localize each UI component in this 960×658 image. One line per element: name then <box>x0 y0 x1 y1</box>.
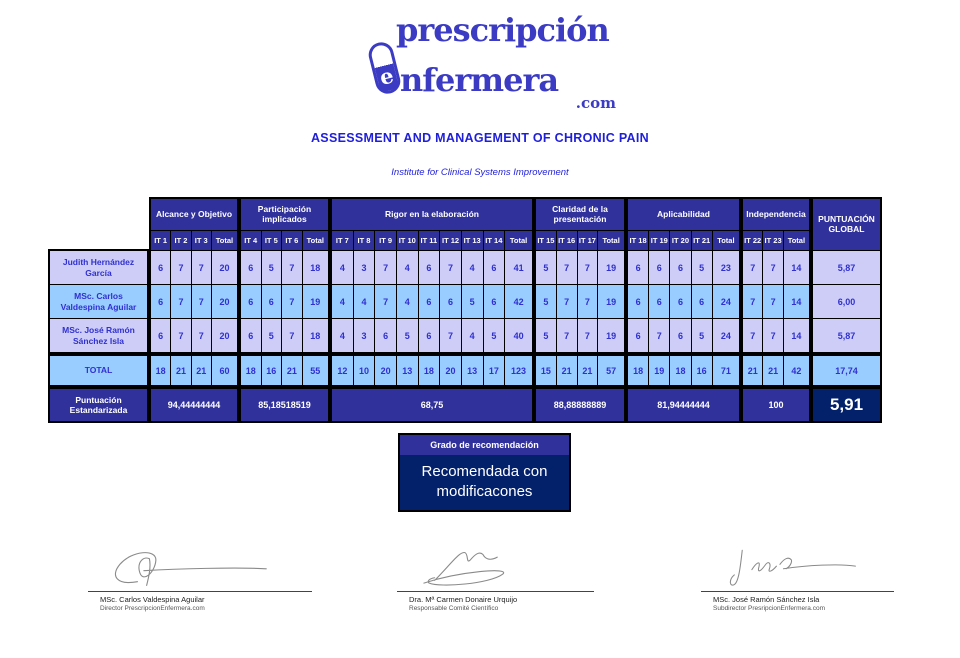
global-total-cell: 17,74 <box>813 356 880 385</box>
score-cell: 7 <box>557 251 577 284</box>
row-separator <box>813 353 880 355</box>
total-cell: 21 <box>578 356 598 385</box>
score-cell: 7 <box>192 251 211 284</box>
column-header: IT 13 <box>462 231 483 250</box>
evaluator-name: MSc. José Ramón Sánchez Isla <box>50 319 147 352</box>
score-cell: 6 <box>628 319 648 352</box>
standardized-cell: 85,18518519 <box>241 389 328 421</box>
score-cell: 6 <box>241 251 261 284</box>
column-header: Total <box>303 231 328 250</box>
row-separator <box>628 353 739 355</box>
total-cell: 20 <box>440 356 461 385</box>
score-section-6 <box>741 197 811 423</box>
score-cell: 5 <box>462 285 483 318</box>
row-separator <box>241 386 328 388</box>
column-header: IT 22 <box>743 231 762 250</box>
score-cell: 7 <box>282 285 302 318</box>
signature-block-1 <box>88 544 312 613</box>
standardized-row-label: Puntuación Estandarizada <box>50 389 147 421</box>
total-cell: 18 <box>628 356 648 385</box>
logo-word-enfermera: nfermera <box>400 61 559 99</box>
column-header: IT 21 <box>692 231 712 250</box>
score-cell: 6 <box>484 285 505 318</box>
score-cell: 5 <box>692 251 712 284</box>
score-cell: 19 <box>598 285 624 318</box>
total-cell: 18 <box>419 356 440 385</box>
score-cell: 3 <box>354 251 375 284</box>
score-cell: 6 <box>419 319 440 352</box>
score-cell: 7 <box>763 285 782 318</box>
score-cell: 7 <box>192 285 211 318</box>
score-cell: 42 <box>505 285 532 318</box>
column-header: IT 19 <box>649 231 669 250</box>
total-cell: 18 <box>151 356 170 385</box>
score-cell: 7 <box>578 251 598 284</box>
score-cell: 7 <box>743 285 762 318</box>
score-cell: 3 <box>354 319 375 352</box>
score-cell: 20 <box>212 251 237 284</box>
standardized-cell: 88,88888889 <box>536 389 624 421</box>
score-cell: 5 <box>536 251 556 284</box>
score-section-5 <box>626 197 741 423</box>
column-header: IT 15 <box>536 231 556 250</box>
score-cell: 24 <box>713 319 739 352</box>
signatory-name: MSc. José Ramón Sánchez Isla <box>713 595 820 604</box>
row-separator <box>743 386 809 388</box>
score-cell: 14 <box>784 251 809 284</box>
score-cell: 6 <box>649 251 669 284</box>
score-cell: 5 <box>484 319 505 352</box>
total-cell: 21 <box>171 356 190 385</box>
signature-block-3 <box>701 544 894 613</box>
score-cell: 4 <box>462 319 483 352</box>
column-header: Total <box>212 231 237 250</box>
evaluator-name-column <box>48 249 149 423</box>
column-header: IT 18 <box>628 231 648 250</box>
signatory-role: Responsable Comité Científico <box>409 604 499 612</box>
row-separator <box>151 386 237 388</box>
signatory-name: Dra. Mª Carmen Donaire Urquijo <box>409 595 518 604</box>
signature-stroke-icon <box>701 544 894 590</box>
score-cell: 19 <box>598 319 624 352</box>
column-header: Total <box>505 231 532 250</box>
score-section-4 <box>534 197 626 423</box>
column-header: Total <box>598 231 624 250</box>
score-cell: 5 <box>262 319 282 352</box>
score-cell: 4 <box>397 251 418 284</box>
score-cell: 7 <box>557 319 577 352</box>
document-subtitle: Institute for Clinical Systems Improvement <box>391 167 569 178</box>
score-cell: 6 <box>241 319 261 352</box>
recommendation-value: Recomendada con modificacones <box>400 455 569 510</box>
total-cell: 17 <box>484 356 505 385</box>
column-header: IT 4 <box>241 231 261 250</box>
score-cell: 7 <box>440 319 461 352</box>
score-cell: 6 <box>151 319 170 352</box>
score-cell: 4 <box>332 319 353 352</box>
score-cell: 6 <box>670 251 690 284</box>
score-cell: 6 <box>649 285 669 318</box>
global-score-column <box>811 197 882 423</box>
section-header: Participación implicados <box>241 199 328 230</box>
column-header: IT 5 <box>262 231 282 250</box>
total-cell: 15 <box>536 356 556 385</box>
total-cell: 10 <box>354 356 375 385</box>
score-cell: 20 <box>212 319 237 352</box>
total-cell: 16 <box>692 356 712 385</box>
score-cell: 5 <box>397 319 418 352</box>
column-header: IT 17 <box>578 231 598 250</box>
score-cell: 6 <box>628 251 648 284</box>
signatory-role: Director PrescripcionEnfermera.com <box>100 604 205 612</box>
global-score-cell: 5,87 <box>813 319 880 352</box>
score-cell: 6 <box>670 319 690 352</box>
total-cell: 19 <box>649 356 669 385</box>
standardized-cell: 68,75 <box>332 389 532 421</box>
total-cell: 13 <box>462 356 483 385</box>
score-cell: 6 <box>419 251 440 284</box>
row-separator <box>241 353 328 355</box>
total-cell: 12 <box>332 356 353 385</box>
score-cell: 7 <box>743 251 762 284</box>
score-cell: 14 <box>784 319 809 352</box>
standardized-cell: 100 <box>743 389 809 421</box>
total-cell: 71 <box>713 356 739 385</box>
total-cell: 21 <box>282 356 302 385</box>
logo-word-prescripcion: prescripción <box>396 11 609 49</box>
score-cell: 5 <box>536 319 556 352</box>
signatory-role: Subdirector PresripcionEnfermera.com <box>713 604 825 612</box>
score-cell: 7 <box>282 319 302 352</box>
score-cell: 4 <box>332 285 353 318</box>
total-cell: 18 <box>670 356 690 385</box>
score-cell: 5 <box>536 285 556 318</box>
column-header: IT 2 <box>171 231 190 250</box>
logo-domain-suffix: .com <box>575 94 616 112</box>
section-header: Alcance y Objetivo <box>151 199 237 230</box>
total-cell: 42 <box>784 356 809 385</box>
row-separator <box>50 386 147 388</box>
column-header: IT 6 <box>282 231 302 250</box>
score-cell: 7 <box>171 319 190 352</box>
total-cell: 55 <box>303 356 328 385</box>
score-cell: 24 <box>713 285 739 318</box>
score-cell: 6 <box>484 251 505 284</box>
recommendation-box <box>398 433 571 512</box>
column-header: IT 14 <box>484 231 505 250</box>
column-header: Total <box>784 231 809 250</box>
total-cell: 20 <box>375 356 396 385</box>
signature-line <box>88 591 312 592</box>
total-cell: 57 <box>598 356 624 385</box>
row-separator <box>628 386 739 388</box>
score-cell: 7 <box>578 285 598 318</box>
score-section-2 <box>239 197 330 423</box>
score-cell: 7 <box>171 251 190 284</box>
score-section-3 <box>330 197 534 423</box>
score-section-1 <box>149 197 239 423</box>
score-cell: 7 <box>763 319 782 352</box>
signature-line <box>397 591 594 592</box>
signature-block-2 <box>397 544 594 613</box>
score-cell: 7 <box>649 319 669 352</box>
section-header: Independencia <box>743 199 809 230</box>
total-cell: 123 <box>505 356 532 385</box>
section-header: Aplicabilidad <box>628 199 739 230</box>
score-cell: 7 <box>578 319 598 352</box>
column-header: IT 23 <box>763 231 782 250</box>
score-cell: 19 <box>303 285 328 318</box>
recommendation-header: Grado de recomendación <box>400 435 569 455</box>
score-cell: 7 <box>763 251 782 284</box>
total-cell: 21 <box>557 356 577 385</box>
score-cell: 7 <box>192 319 211 352</box>
section-header: Rigor en la elaboración <box>332 199 532 230</box>
score-cell: 6 <box>375 319 396 352</box>
column-header: IT 9 <box>375 231 396 250</box>
total-row-label: TOTAL <box>50 356 147 385</box>
row-separator <box>50 353 147 355</box>
score-cell: 4 <box>397 285 418 318</box>
score-cell: 6 <box>440 285 461 318</box>
column-header: IT 16 <box>557 231 577 250</box>
score-cell: 23 <box>713 251 739 284</box>
standardized-cell: 81,94444444 <box>628 389 739 421</box>
score-cell: 14 <box>784 285 809 318</box>
standardized-cell: 94,44444444 <box>151 389 237 421</box>
score-cell: 6 <box>692 285 712 318</box>
score-cell: 6 <box>628 285 648 318</box>
row-separator <box>536 353 624 355</box>
score-cell: 6 <box>419 285 440 318</box>
score-cell: 6 <box>151 251 170 284</box>
total-cell: 21 <box>743 356 762 385</box>
global-score-cell: 6,00 <box>813 285 880 318</box>
column-header: IT 1 <box>151 231 170 250</box>
row-separator <box>743 353 809 355</box>
column-header: IT 20 <box>670 231 690 250</box>
score-cell: 18 <box>303 251 328 284</box>
row-separator <box>332 353 532 355</box>
total-cell: 18 <box>241 356 261 385</box>
document-title: ASSESSMENT AND MANAGEMENT OF CHRONIC PAIN <box>310 131 649 145</box>
capsule-letter: e <box>377 62 397 90</box>
section-header: Claridad de la presentación <box>536 199 624 230</box>
column-header: Total <box>713 231 739 250</box>
total-cell: 21 <box>763 356 782 385</box>
score-cell: 6 <box>262 285 282 318</box>
evaluator-name: Judith Hernández García <box>50 251 147 284</box>
score-cell: 7 <box>743 319 762 352</box>
row-separator <box>536 386 624 388</box>
score-cell: 4 <box>332 251 353 284</box>
score-cell: 7 <box>171 285 190 318</box>
signature-stroke-icon <box>88 544 312 590</box>
total-cell: 16 <box>262 356 282 385</box>
scores-table <box>48 197 882 423</box>
signature-stroke-icon <box>397 544 594 590</box>
signature-line <box>701 591 894 592</box>
total-cell: 60 <box>212 356 237 385</box>
score-cell: 6 <box>151 285 170 318</box>
row-separator <box>332 386 532 388</box>
score-cell: 41 <box>505 251 532 284</box>
score-cell: 7 <box>282 251 302 284</box>
column-header: IT 3 <box>192 231 211 250</box>
score-cell: 18 <box>303 319 328 352</box>
score-cell: 6 <box>670 285 690 318</box>
score-cell: 5 <box>262 251 282 284</box>
score-cell: 20 <box>212 285 237 318</box>
score-cell: 7 <box>440 251 461 284</box>
global-standardized-cell: 5,91 <box>813 389 880 421</box>
column-header: IT 12 <box>440 231 461 250</box>
score-cell: 7 <box>375 285 396 318</box>
score-cell: 40 <box>505 319 532 352</box>
column-header: IT 10 <box>397 231 418 250</box>
row-separator <box>813 386 880 388</box>
brand-logo <box>372 11 618 112</box>
score-cell: 7 <box>557 285 577 318</box>
score-cell: 4 <box>462 251 483 284</box>
score-cell: 6 <box>241 285 261 318</box>
signatory-name: MSc. Carlos Valdespina Aguilar <box>100 595 205 604</box>
column-header: IT 11 <box>419 231 440 250</box>
global-score-header: PUNTUACIÓN GLOBAL <box>813 199 880 250</box>
global-score-cell: 5,87 <box>813 251 880 284</box>
score-cell: 5 <box>692 319 712 352</box>
total-cell: 13 <box>397 356 418 385</box>
row-separator <box>151 353 237 355</box>
score-cell: 4 <box>354 285 375 318</box>
column-header: IT 8 <box>354 231 375 250</box>
score-cell: 19 <box>598 251 624 284</box>
score-cell: 7 <box>375 251 396 284</box>
total-cell: 21 <box>192 356 211 385</box>
evaluator-name: MSc. Carlos Valdespina Aguilar <box>50 285 147 318</box>
column-header: IT 7 <box>332 231 353 250</box>
